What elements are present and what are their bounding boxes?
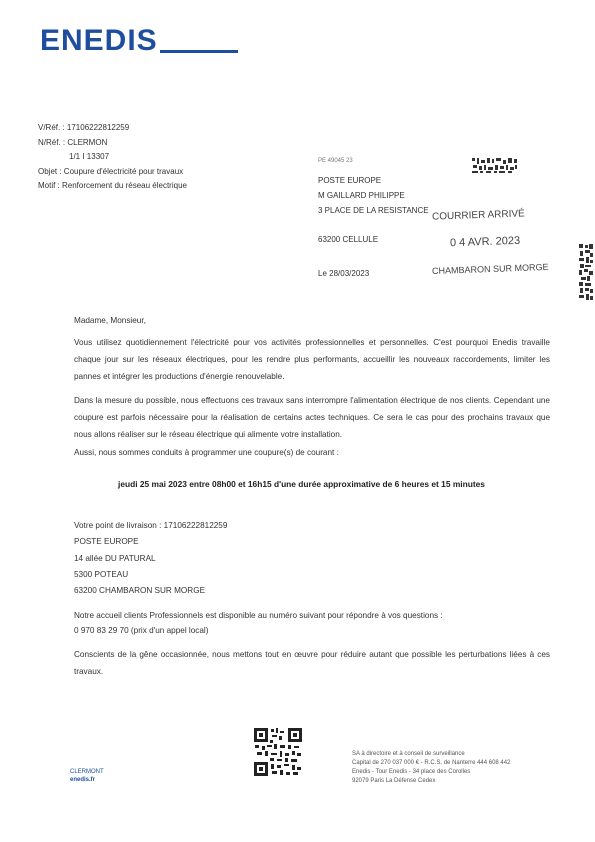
paragraph-3: Aussi, nous sommes conduits à programmer une coupure(s) de courant : <box>74 448 339 457</box>
recipient-line2: M GAILLARD PHILIPPE <box>318 191 405 200</box>
nref-number: 1/1 I 13307 <box>69 152 110 161</box>
stamp-date: 0 4 AVR. 2023 <box>449 234 521 250</box>
contact-text: Notre accueil clients Professionnels est disponible au numéro suivant pour répondre à vos questions : <box>74 611 443 620</box>
logo-underline <box>160 50 238 53</box>
address-line2: 14 allée DU PATURAL <box>74 554 156 563</box>
paragraph-1: Vous utilisez quotidiennement l'électricité pour vos activités professionnelles et personnelles. C'est pourquoi Enedis travaille chaque jour sur les réseaux électriques, pour les rendre plus performants, accueillir les nouveaux raccordements, limiter les pannes et intégrer les productions d'énergie renouvelable. <box>74 338 550 381</box>
side-barcode-icon <box>579 244 593 302</box>
stamp-place: CHAMBARON SUR MORGE <box>431 261 549 277</box>
outage-schedule: jeudi 25 mai 2023 entre 08h00 et 16h15 d'une durée approximative de 6 heures et 15 minutes <box>118 479 485 489</box>
closing-paragraph: Conscients de la gêne occasionnée, nous mettons tout en œuvre pour réduire autant que possible les perturbations liées à ces travaux. <box>74 650 550 676</box>
enedis-logo <box>40 24 158 58</box>
motif: Motif : Renforcement du réseau électrique <box>38 181 187 190</box>
recipient-code: PE 49045 23 <box>318 158 353 164</box>
logo-text: ENEDIS <box>40 24 158 57</box>
footer-legal-3: Enedis - Tour Enedis - 34 place des Corolles <box>352 769 471 775</box>
delivery-point: Votre point de livraison : 17106222812259 <box>74 521 228 530</box>
address-line4: 63200 CHAMBARON SUR MORGE <box>74 586 206 595</box>
recipient-line3: 3 PLACE DE LA RESISTANCE <box>318 206 429 215</box>
recipient-line4: 63200 CELLULE <box>318 235 379 244</box>
footer-city: CLERMONT <box>70 769 104 775</box>
footer-legal-1: SA à directoire et à conseil de surveillance <box>352 751 465 757</box>
barcode-icon <box>472 158 518 174</box>
greeting: Madame, Monsieur, <box>74 316 146 325</box>
address-line1: POSTE EUROPE <box>74 537 139 546</box>
qr-code-icon <box>254 728 302 776</box>
nref: N/Réf. : CLERMON <box>38 138 108 147</box>
phone-number: 0 970 83 29 70 (prix d'un appel local) <box>74 626 209 635</box>
footer-legal-2: Capital de 270 037 000 € - R.C.S. de Nanterre 444 608 442 <box>352 760 511 766</box>
objet: Objet : Coupure d'électricité pour travaux <box>38 167 184 176</box>
address-line3: 5300 POTEAU <box>74 570 129 579</box>
footer-legal-4: 92079 Paris La Défense Cedex <box>352 778 436 784</box>
footer-website: enedis.fr <box>70 777 96 783</box>
recipient-line1: POSTE EUROPE <box>318 176 382 185</box>
paragraph-2: Dans la mesure du possible, nous effectuons ces travaux sans interrompre l'alimentation électrique de nos clients. Cependant une coupure est parfois nécessaire pour la réalisation de certains actes techniques. Ce sera le cas pour des prochains travaux que nous allons réaliser sur le réseau électrique qui alimente votre installation. <box>74 396 550 439</box>
letter-date: Le 28/03/2023 <box>318 269 370 278</box>
vref: V/Réf. : 17106222812259 <box>38 123 130 132</box>
stamp-title: COURRIER ARRIVÉ <box>431 208 525 223</box>
